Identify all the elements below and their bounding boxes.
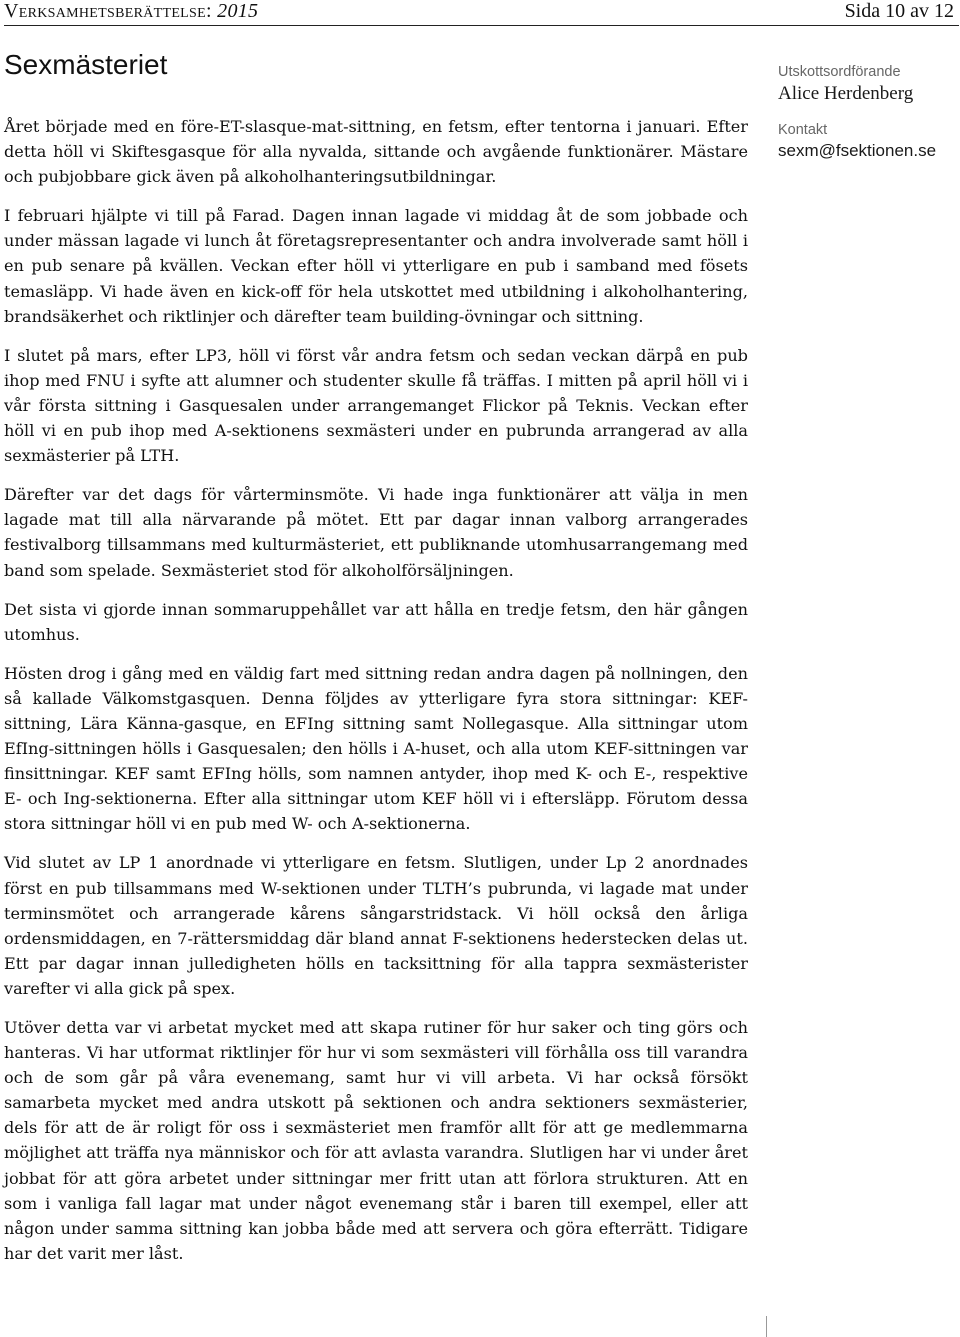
- sidebar-contact: [778, 62, 958, 162]
- paragraph: Därefter var det dags för vårterminsmöte. Vi hade inga funktionärer att välja in men lagade mat till alla närvarande på mötet. Ett par dagar innan valborg arrangerades festivalborg tillsammans med kulturmästeriet, ett publiknande utomhusarrangemang med band som spelade. Sexmästeriet stod för alkoholförsäljningen.: [4, 485, 748, 580]
- sidebar-spacer: [778, 106, 958, 120]
- role-label: Utskottsordförande: [778, 64, 901, 80]
- body-text: [4, 114, 748, 1280]
- document-year: 2015: [217, 0, 259, 22]
- contact-email: sexm@fsektionen.se: [778, 141, 937, 160]
- paragraph: I slutet på mars, efter LP3, höll vi först vår andra fetsm och sedan veckan därpå en pub ihop med FNU i syfte att alumner och studenter skulle få träffas. I mitten på april höll vi i vår första sittning i Gasquesalen under arrangemanget Flickor på Teknis. Veckan efter höll vi en pub ihop med A-sektionens sexmästeri under en pubrunda arrangerad av alla sexmästerier på LTH.: [4, 345, 748, 466]
- document-title-text: Verksamhetsberättelse:: [4, 0, 212, 22]
- paragraph: Året började med en före-ET-slasque-mat-sittning, en fetsm, efter tentorna i januari. Efter detta höll vi Skiftesgasque för alla nyvalda, sittande och avgående funktionärer. Mästare och pubjobbare gick även på alkoholhanteringsutbildningar.: [4, 117, 748, 187]
- paragraph: Utöver detta var vi arbetat mycket med att skapa rutiner för hur saker och ting görs och hanteras. Vi har utformat riktlinjer för hur vi som sexmästeri vill förhålla oss till varandra och de som går på våra evenemang, samt hur vi vill arbeta. Vi har också försökt samarbeta mycket med andra utskott på sektionen och andra sektioners sexmästerier, dels för att de är roligt för oss i sexmästeriet men framför allt för att ge medlemmarna möjlighet att träffa nya människor och för att avlasta varandra. Slutligen har vi under året jobbat för att göra arbetet under sittningar mer fritt utan att förlora strukturen. Att en som i vanliga fall lagar mat under något evenemang står i baren till exempel, eller att någon under samma sittning kan jobba både med att servera och göra efterrätt. Tidigare har det varit mer låst.: [4, 1018, 748, 1263]
- contact-label: Kontakt: [778, 122, 828, 138]
- paragraph: Det sista vi gjorde innan sommaruppehållet var att hålla en tredje fetsm, den här gången utomhus.: [4, 599, 748, 644]
- section-title: Sexmästeriet: [4, 49, 168, 80]
- margin-rule: [766, 1316, 767, 1337]
- running-header: [4, 0, 954, 24]
- paragraph: Vid slutet av LP 1 anordnade vi ytterligare en fetsm. Slutligen, under Lp 2 anordnades först en pub tillsammans med W-sektionen under TLTH’s pubrunda, vi lagade mat under terminsmötet och arrangerade kårens sångarstridstack. Vi höll också den årliga ordensmiddagen, en 7-rättersmiddag där bland annat F-sektionens hederstecken delas ut. Ett par dagar innan julledigheten hölls en tacksittning för alla tappra sexmästerister varefter vi alla gick på spex.: [4, 853, 748, 998]
- document-title: [4, 0, 258, 23]
- role-name: Alice Herdenberg: [778, 83, 914, 104]
- paragraph: Hösten drog i gång med en väldig fart med sittning redan andra dagen på nollningen, den så kallade Välkomstgasquen. Denna följdes av ytterligare fyra stora sittningar: KEF-sittning, Lära Känna-gasque, en EFIng sittning samt Nollegasque. Alla sittningar utom EfIng-sittningen hölls i Gasquesalen; den hölls i A-huset, och alla utom KEF-sittningen var finsittningar. KEF samt EFIng hölls, som namnen antyder, ihop med K- och E-, respektive E- och Ing-sektionerna. Efter alla sittningar utom KEF höll vi i eftersläpp. Förutom dessa stora sittningar höll vi en pub med W- och A-sektionerna.: [4, 663, 748, 834]
- paragraph: I februari hjälpte vi till på Farad. Dagen innan lagade vi middag åt de som jobbade och under mässan lagade vi lunch åt företagsrepresentanter och andra involverade samt höll i en pub senare på kvällen. Veckan efter höll vi ytterligare en pub i samband med fösets temasläpp. Vi hade även en kick-off för hela utskottet med utbildning i alkoholhantering, brandsäkerhet och riktlinjer och därefter team building-övningar och sittning.: [4, 206, 748, 326]
- header-rule: [4, 25, 959, 26]
- page-number: Sida 10 av 12: [844, 0, 954, 22]
